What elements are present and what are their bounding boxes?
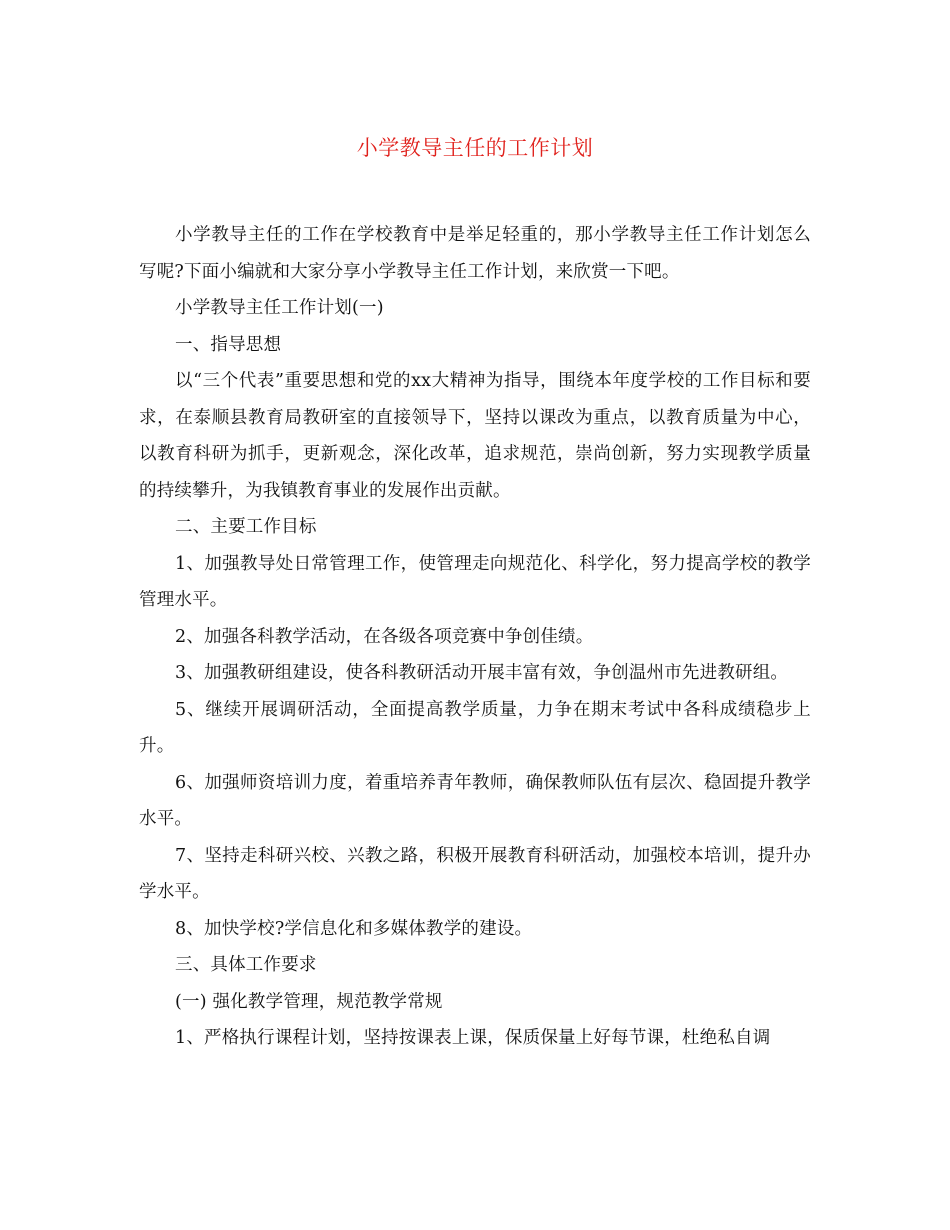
goal-item: 1、加强教导处日常管理工作，使管理走向规范化、科学化，努力提高学校的教学管理水平。	[139, 553, 811, 610]
document-title: 小学教导主任的工作计划	[356, 136, 594, 160]
goal-item: 8、加快学校?学信息化和多媒体教学的建设。	[175, 918, 533, 939]
plan-heading: 小学教导主任工作计划(一)	[175, 298, 384, 318]
goal-item: 5、继续开展调研活动，全面提高教学质量，力争在期末考试中各科成绩稳步上升。	[139, 699, 811, 756]
section-heading-guiding-ideology: 一、指导思想	[175, 334, 282, 355]
goal-item: 7、坚持走科研兴校、兴教之路，积极开展教育科研活动，加强校本培训，提升办学水平。	[139, 845, 811, 902]
guiding-ideology-paragraph: 以“三个代表”重要思想和党的xx大精神为指导，围绕本年度学校的工作目标和要求，在泰顺县教育局教研室的直接领导下，坚持以课改为重点，以教育质量为中心，以教育科研为抓手，更新观念，深化改革，追求规范，崇尚创新，努力实现教学质量的持续攀升，为我镇教育事业的发展作出贡献。	[139, 371, 811, 501]
goal-item: 6、加强师资培训力度，着重培养青年教师，确保教师队伍有层次、稳固提升教学水平。	[139, 772, 811, 829]
goal-item: 3、加强教研组建设，使各科教研活动开展丰富有效，争创温州市先进教研组。	[175, 663, 789, 683]
section-heading-main-goals: 二、主要工作目标	[175, 517, 317, 537]
requirement-item: 1、严格执行课程计划，坚持按课表上课，保质保量上好每节课，杜绝私自调	[175, 1028, 771, 1048]
subsection-heading: (一) 强化教学管理，规范教学常规	[175, 991, 443, 1012]
goal-item: 2、加强各科教学活动，在各级各项竞赛中争创佳绩。	[175, 626, 594, 647]
document-body	[139, 217, 811, 1057]
section-heading-requirements: 三、具体工作要求	[175, 955, 317, 975]
intro-paragraph: 小学教导主任的工作在学校教育中是举足轻重的，那小学教导主任工作计划怎么写呢?下面小编就和大家分享小学教导主任工作计划，来欣赏一下吧。	[139, 225, 811, 282]
